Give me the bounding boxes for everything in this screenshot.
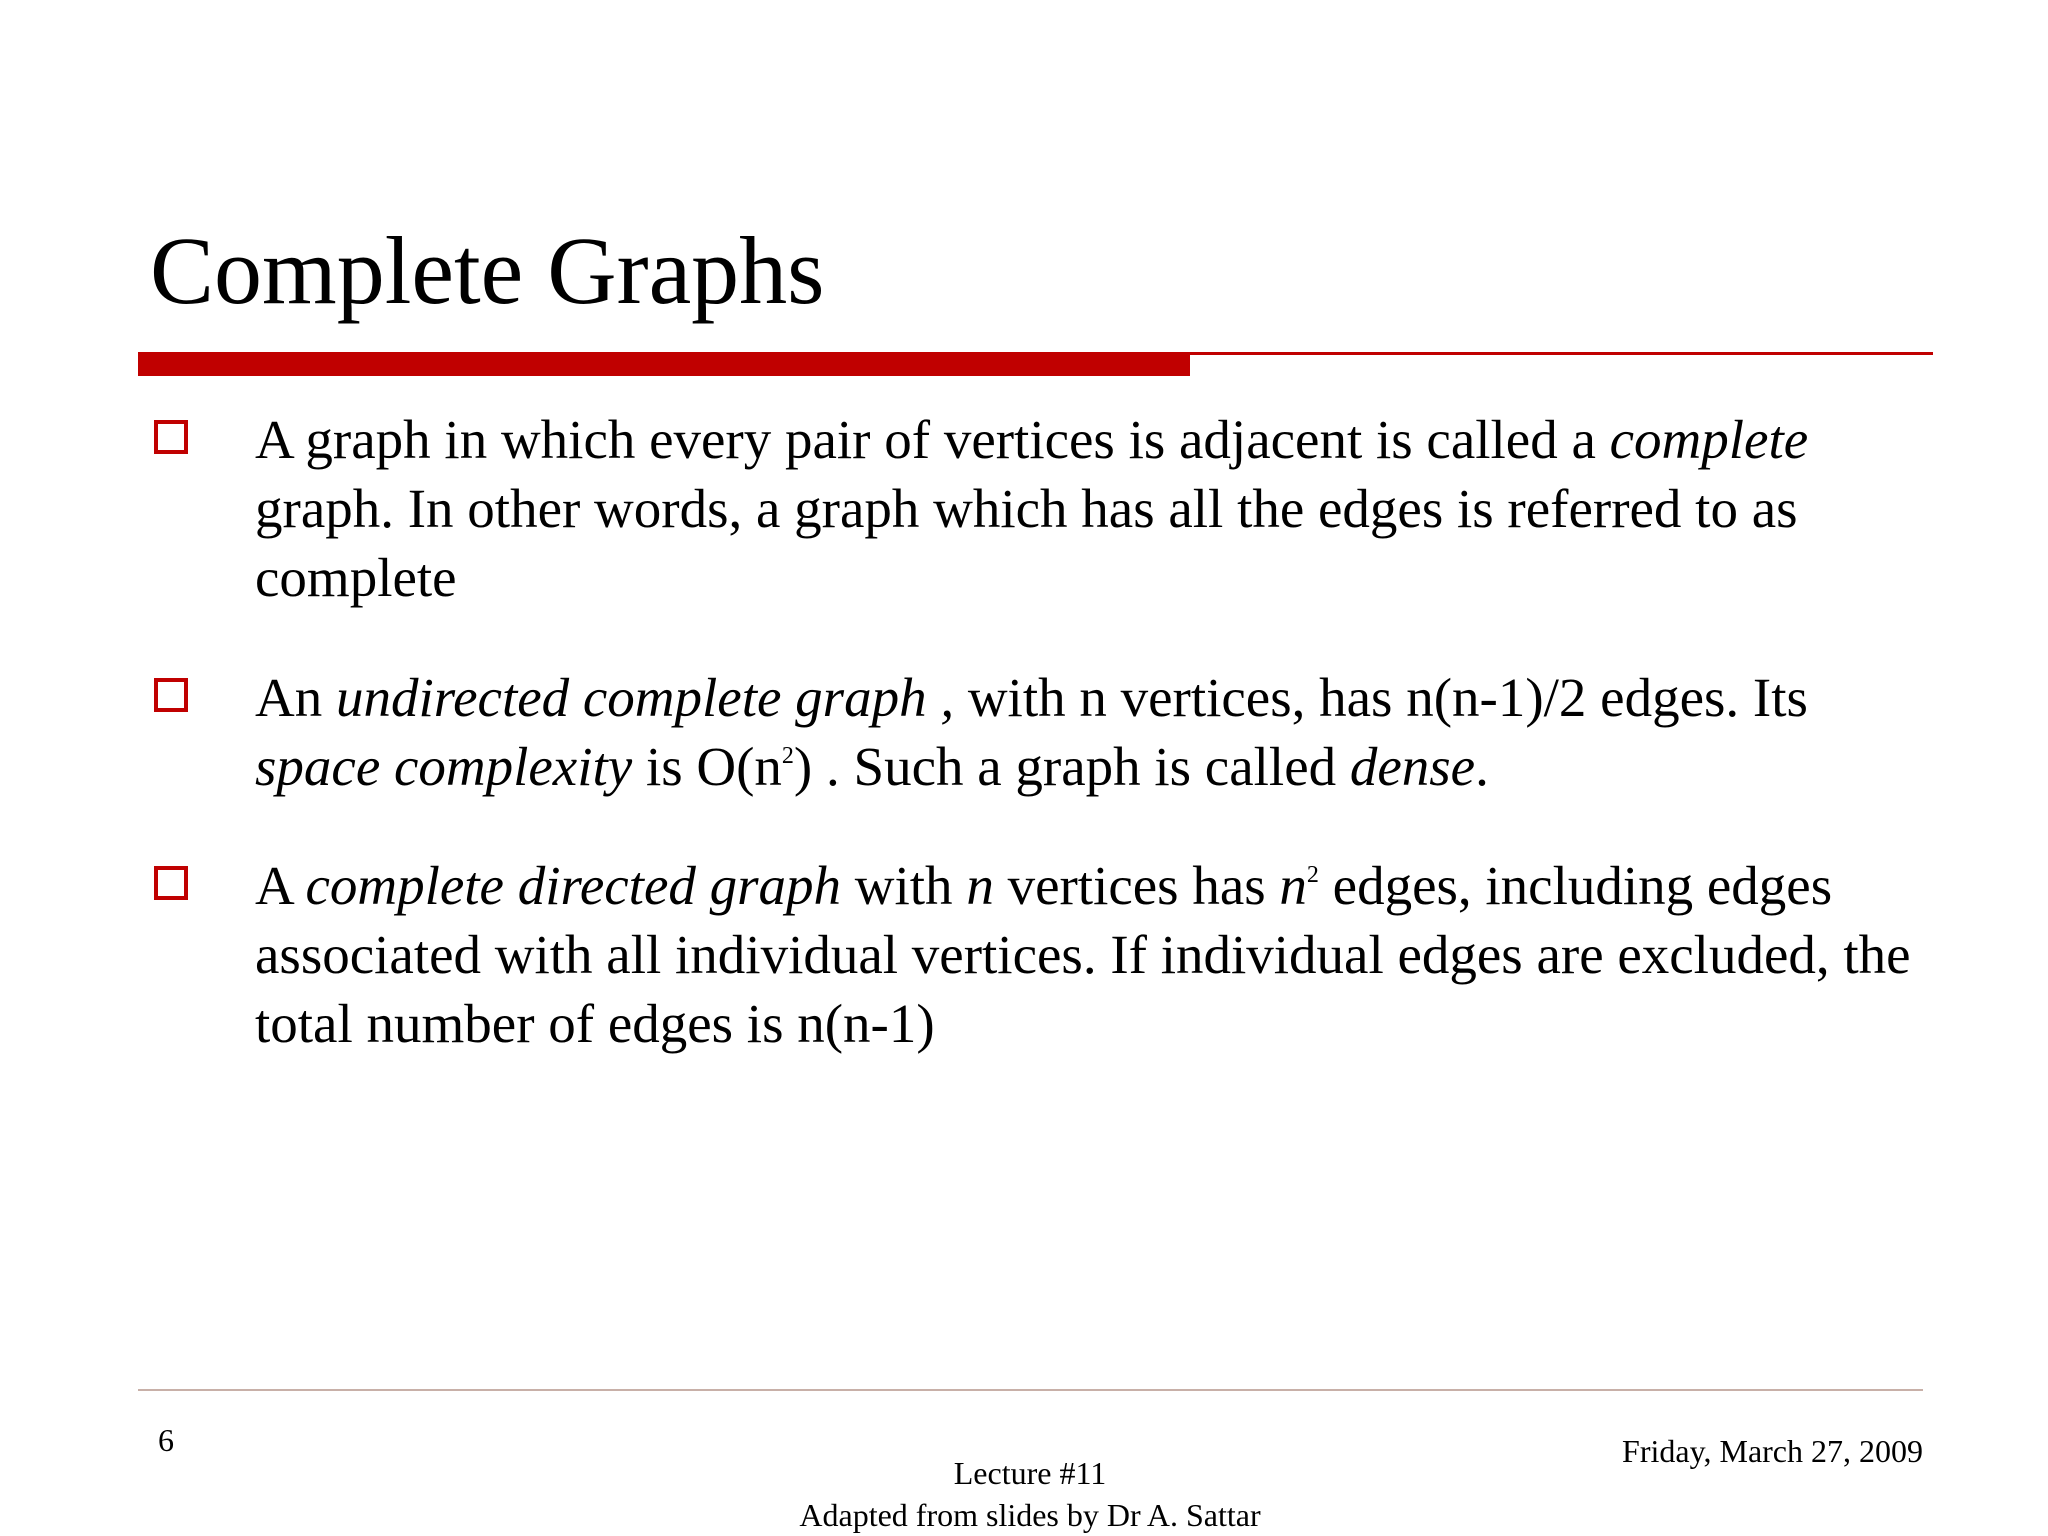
hollow-square-bullet-icon	[154, 678, 188, 712]
page-number: 6	[158, 1422, 174, 1458]
bullet-text-run: vertices has	[993, 855, 1280, 916]
bullet-text	[255, 851, 1935, 1058]
bullet-text	[255, 663, 1935, 801]
bullet-italic-term: complete directed graph	[305, 855, 842, 916]
bullet-italic-term: dense	[1349, 736, 1476, 797]
bullet-text-run: ) . Such a graph is called	[793, 736, 1350, 797]
footer-divider	[138, 1389, 1923, 1391]
footer-date: Friday, March 27, 2009	[1622, 1433, 1923, 1469]
bullet-text-run: with	[841, 855, 967, 916]
bullet-italic-term: complete	[1609, 409, 1809, 470]
bullet-text-run: .	[1475, 736, 1489, 797]
bullet-italic-term: n	[966, 855, 994, 916]
bullet-italic-term: n	[1279, 855, 1307, 916]
bullet-text-run: edges, including edges associated with all individual vertices. If individual edges are excluded, the total number of edges is n(n-1)	[255, 855, 1911, 1054]
footer-credit: Adapted from slides by Dr A. Sattar	[799, 1497, 1261, 1533]
bullet-text-run: An	[255, 667, 336, 728]
title-underline-thick	[138, 352, 1190, 376]
bullet-text-run: A	[255, 855, 306, 916]
slide-title: Complete Graphs	[150, 217, 825, 324]
hollow-square-bullet-icon	[154, 420, 188, 454]
superscript-exponent: 2	[781, 743, 794, 769]
bullet-text-run: graph. In other words, a graph which has all the edges is referred to as complete	[255, 478, 1798, 608]
bullet-text-run: is O(n	[632, 736, 782, 797]
hollow-square-bullet-icon	[154, 866, 188, 900]
footer-lecture: Lecture #11	[953, 1455, 1107, 1491]
bullet-text-run: with n vertices, has n(n-1)/2 edges. Its	[954, 667, 1808, 728]
title-underline-thin	[1190, 352, 1933, 355]
superscript-exponent: 2	[1306, 862, 1319, 888]
bullet-italic-term: undirected complete graph ,	[335, 667, 955, 728]
bullet-italic-term: space complexity	[255, 736, 633, 797]
bullet-text	[255, 405, 1935, 612]
footer-center	[650, 1452, 1410, 1536]
bullet-text-run: A graph in which every pair of vertices is adjacent is called a	[255, 409, 1610, 470]
